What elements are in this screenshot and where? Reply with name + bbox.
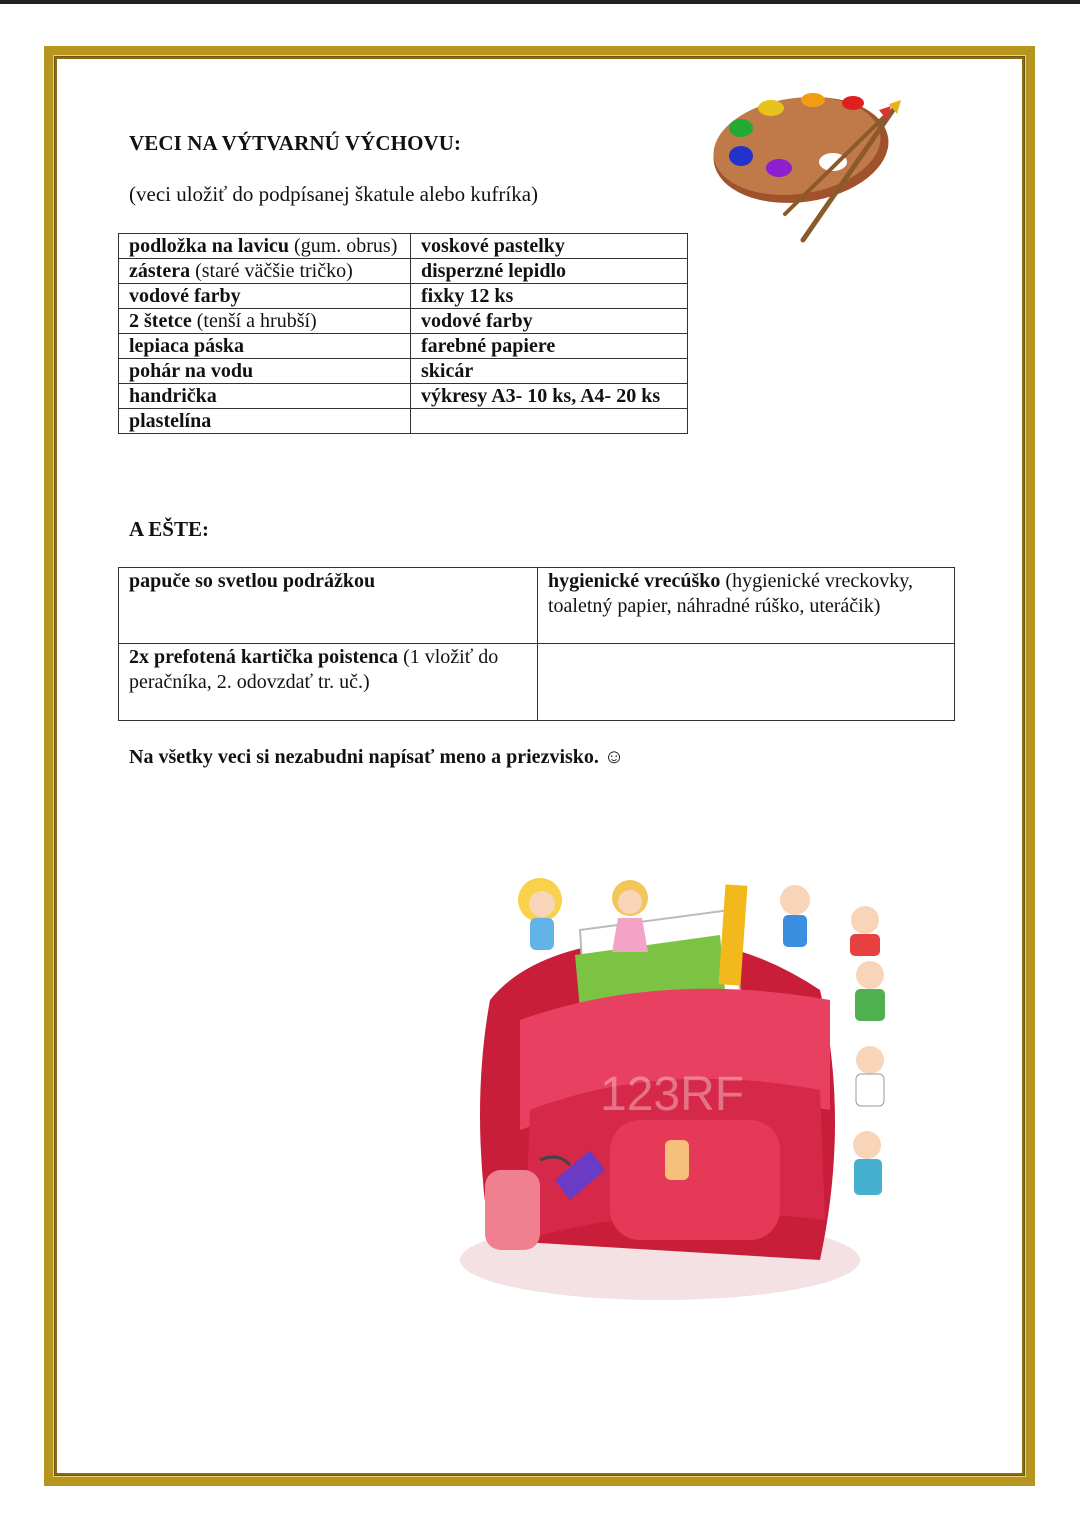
table-row — [119, 384, 688, 409]
table-cell — [119, 568, 538, 644]
child-middle — [612, 880, 648, 952]
table-row — [119, 284, 688, 309]
paint-red — [842, 96, 864, 110]
child-right-top — [780, 885, 810, 947]
cell-bold-text: farebné papiere — [421, 335, 556, 357]
cell-bold-text: lepiaca páska — [129, 335, 245, 357]
table-cell — [411, 259, 688, 284]
table-cell — [411, 384, 688, 409]
cell-bold-text: 2x prefotená kartička poistenca — [129, 646, 399, 668]
paint-orange — [801, 93, 825, 107]
backpack-illustration — [430, 860, 930, 1310]
table-row — [119, 334, 688, 359]
cell-bold-text: voskové pastelky — [421, 235, 565, 257]
paint-green — [729, 119, 753, 137]
table-cell — [119, 384, 411, 409]
cell-normal-text: (staré väčšie tričko) — [190, 260, 353, 282]
child-stack — [850, 906, 885, 1195]
paint-yellow — [758, 100, 784, 116]
cell-bold-text: papuče so svetlou podrážkou — [129, 570, 376, 592]
table-row — [119, 644, 955, 721]
table-cell — [411, 409, 688, 434]
cell-normal-text: (hygienické vreckovky, toaletný papier, náhradné rúško, uteráčik) — [548, 570, 913, 617]
cell-bold-text: zástera — [129, 260, 191, 282]
table-cell — [119, 284, 411, 309]
cell-bold-text: vodové farby — [129, 285, 241, 307]
supplies-table — [118, 233, 688, 434]
front-pocket — [610, 1120, 780, 1240]
cell-bold-text: plastelína — [129, 410, 212, 432]
table-cell — [119, 334, 411, 359]
cell-bold-text: disperzné lepidlo — [421, 260, 567, 282]
instruction: (veci uložiť do podpísanej škatule alebo kufríka) — [129, 182, 539, 206]
extra-table — [118, 567, 955, 721]
heading: VECI NA VÝTVARNÚ VÝCHOVU: — [129, 131, 462, 155]
table-cell — [119, 309, 411, 334]
table-cell — [411, 234, 688, 259]
top-edge — [0, 0, 1080, 4]
table-cell — [119, 409, 411, 434]
cell-bold-text: vodové farby — [421, 310, 533, 332]
table-row — [119, 309, 688, 334]
cell-bold-text: 2 štetce — [129, 310, 192, 332]
child-left — [518, 878, 562, 950]
cell-normal-text: (1 vložiť do peračníka, 2. odovzdať tr. uč.) — [129, 646, 499, 693]
table-row — [119, 568, 955, 644]
table-cell — [411, 359, 688, 384]
table-cell — [538, 568, 955, 644]
paint-blue — [729, 146, 753, 166]
table-cell — [119, 644, 538, 721]
heading-extra: A EŠTE: — [129, 517, 209, 541]
table-row — [119, 259, 688, 284]
buckle — [665, 1140, 689, 1180]
table-row — [119, 409, 688, 434]
table-cell — [411, 334, 688, 359]
cell-normal-text: (tenší a hrubší) — [191, 310, 317, 332]
table-cell — [119, 259, 411, 284]
table-cell — [411, 309, 688, 334]
cell-bold-text: podložka na lavicu — [129, 235, 290, 257]
cell-bold-text: hygienické vrecúško — [548, 570, 721, 592]
table-cell — [119, 359, 411, 384]
cell-bold-text: skicár — [421, 360, 474, 382]
cell-normal-text: (gum. obrus) — [289, 235, 398, 257]
palette-illustration — [693, 70, 933, 248]
name-reminder: Na všetky veci si nezabudni napísať meno a priezvisko. ☺ — [129, 746, 625, 768]
paint-purple — [766, 159, 792, 177]
cell-bold-text: pohár na vodu — [129, 360, 254, 382]
table-row — [119, 234, 688, 259]
cell-bold-text: fixky 12 ks — [421, 285, 514, 307]
cell-bold-text: handrička — [129, 385, 217, 407]
table-cell — [411, 284, 688, 309]
table-cell — [119, 234, 411, 259]
table-cell — [538, 644, 955, 721]
watermark-text: 123RF — [600, 1068, 745, 1121]
table-row — [119, 359, 688, 384]
cell-bold-text: výkresy A3- 10 ks, A4- 20 ks — [421, 385, 661, 407]
